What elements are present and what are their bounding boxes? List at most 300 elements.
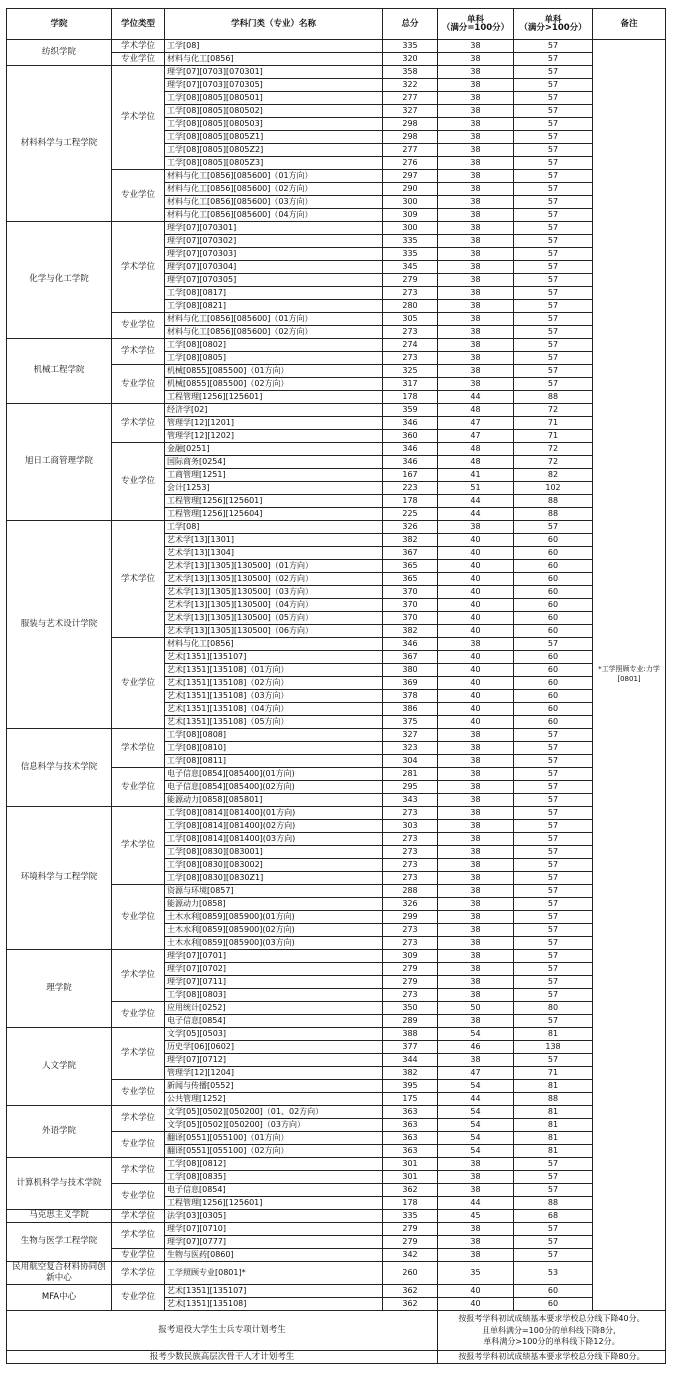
table-row — [7, 1106, 666, 1119]
degree-type: 专业学位 — [112, 443, 165, 521]
single-score-over-100: 57 — [514, 794, 593, 807]
total-score: 290 — [383, 183, 438, 196]
single-score-100: 35 — [438, 1262, 514, 1285]
major-name: 工学[08][0802] — [165, 339, 383, 352]
table-row — [7, 1223, 666, 1236]
single-score-over-100: 60 — [514, 1285, 593, 1298]
single-score-100: 38 — [438, 1054, 514, 1067]
table-row — [7, 1210, 666, 1223]
single-score-over-100: 57 — [514, 742, 593, 755]
major-name: 能源动力[0858][085801] — [165, 794, 383, 807]
total-score: 298 — [383, 118, 438, 131]
degree-type: 学术学位 — [112, 40, 165, 53]
major-name: 理学[07][070302] — [165, 235, 383, 248]
single-score-100: 38 — [438, 92, 514, 105]
major-name: 电子信息[0854] — [165, 1015, 383, 1028]
single-score-over-100: 57 — [514, 833, 593, 846]
total-score: 277 — [383, 92, 438, 105]
total-score: 273 — [383, 846, 438, 859]
footer-category: 报考少数民族高层次骨干人才计划考生 — [7, 1351, 438, 1364]
major-name: 理学[07][0702] — [165, 963, 383, 976]
single-score-over-100: 57 — [514, 859, 593, 872]
major-name: 文学[05][0503] — [165, 1028, 383, 1041]
single-score-over-100: 57 — [514, 352, 593, 365]
single-score-over-100: 88 — [514, 391, 593, 404]
single-score-over-100: 60 — [514, 1298, 593, 1311]
table-row — [7, 521, 666, 534]
total-score: 367 — [383, 651, 438, 664]
single-score-100: 54 — [438, 1145, 514, 1158]
degree-type: 学术学位 — [112, 1210, 165, 1223]
degree-type: 专业学位 — [112, 1002, 165, 1028]
single-score-over-100: 60 — [514, 716, 593, 729]
total-score: 382 — [383, 534, 438, 547]
total-score: 273 — [383, 352, 438, 365]
degree-type: 专业学位 — [112, 53, 165, 66]
single-score-over-100: 60 — [514, 651, 593, 664]
total-score: 303 — [383, 820, 438, 833]
major-name: 理学[07][070304] — [165, 261, 383, 274]
table-row — [7, 807, 666, 820]
major-name: 工学[08][0810] — [165, 742, 383, 755]
single-score-over-100: 71 — [514, 417, 593, 430]
total-score: 289 — [383, 1015, 438, 1028]
total-score: 280 — [383, 300, 438, 313]
single-score-over-100: 57 — [514, 53, 593, 66]
major-name: 理学[07][070305] — [165, 274, 383, 287]
major-name: 机械[0855][085500]（01方向） — [165, 365, 383, 378]
total-score: 167 — [383, 469, 438, 482]
total-score: 382 — [383, 1067, 438, 1080]
major-name: 工学[08][0805][080501] — [165, 92, 383, 105]
total-score: 363 — [383, 1106, 438, 1119]
major-name: 材料与化工[0856] — [165, 638, 383, 651]
single-score-100: 44 — [438, 1197, 514, 1210]
single-score-100: 38 — [438, 209, 514, 222]
major-name: 艺术学[13][1305][130500]（06方向） — [165, 625, 383, 638]
footer-row — [7, 1351, 666, 1364]
major-name: 材料与化工[0856][085600]（01方向） — [165, 170, 383, 183]
single-score-100: 38 — [438, 1015, 514, 1028]
degree-type: 学术学位 — [112, 807, 165, 885]
single-score-100: 40 — [438, 586, 514, 599]
single-score-100: 41 — [438, 469, 514, 482]
total-score: 273 — [383, 833, 438, 846]
single-score-over-100: 80 — [514, 1002, 593, 1015]
single-score-100: 40 — [438, 716, 514, 729]
single-score-over-100: 71 — [514, 430, 593, 443]
major-name: 土木水利[0859][085900](02方向) — [165, 924, 383, 937]
single-score-100: 40 — [438, 625, 514, 638]
single-score-over-100: 60 — [514, 703, 593, 716]
single-score-over-100: 72 — [514, 456, 593, 469]
single-score-100: 50 — [438, 1002, 514, 1015]
single-score-over-100: 60 — [514, 677, 593, 690]
single-score-100: 38 — [438, 105, 514, 118]
degree-type: 专业学位 — [112, 365, 165, 404]
single-score-100: 40 — [438, 1298, 514, 1311]
total-score: 297 — [383, 170, 438, 183]
single-score-100: 38 — [438, 768, 514, 781]
major-name: 理学[07][0710] — [165, 1223, 383, 1236]
single-score-over-100: 57 — [514, 131, 593, 144]
degree-type: 学术学位 — [112, 729, 165, 768]
single-score-100: 38 — [438, 859, 514, 872]
total-score: 378 — [383, 690, 438, 703]
school-name: MFA中心 — [7, 1285, 112, 1311]
single-score-over-100: 57 — [514, 222, 593, 235]
single-score-over-100: 57 — [514, 79, 593, 92]
degree-type: 专业学位 — [112, 638, 165, 729]
major-name: 工学[08][0811] — [165, 755, 383, 768]
single-score-100: 38 — [438, 157, 514, 170]
major-name: 艺术学[13][1305][130500]（03方向） — [165, 586, 383, 599]
total-score: 363 — [383, 1132, 438, 1145]
major-name: 金融[0251] — [165, 443, 383, 456]
single-score-over-100: 57 — [514, 1223, 593, 1236]
major-name: 工学[08][0805][080503] — [165, 118, 383, 131]
single-score-100: 38 — [438, 300, 514, 313]
total-score: 363 — [383, 1145, 438, 1158]
single-score-over-100: 57 — [514, 963, 593, 976]
remark-note: *工学照顾专业:力学[0801] — [593, 40, 666, 1311]
major-name: 土木水利[0859][085900](01方向) — [165, 911, 383, 924]
total-score: 358 — [383, 66, 438, 79]
total-score: 273 — [383, 859, 438, 872]
single-score-100: 38 — [438, 352, 514, 365]
single-score-over-100: 57 — [514, 924, 593, 937]
total-score: 309 — [383, 209, 438, 222]
major-name: 会计[1253] — [165, 482, 383, 495]
major-name: 工商管理[1251] — [165, 469, 383, 482]
total-score: 360 — [383, 430, 438, 443]
total-score: 326 — [383, 521, 438, 534]
single-score-over-100: 57 — [514, 40, 593, 53]
degree-type: 学术学位 — [112, 1158, 165, 1184]
single-score-100: 40 — [438, 703, 514, 716]
table-row — [7, 729, 666, 742]
total-score: 301 — [383, 1171, 438, 1184]
total-score: 301 — [383, 1158, 438, 1171]
total-score: 367 — [383, 547, 438, 560]
degree-type: 专业学位 — [112, 1132, 165, 1158]
school-name: 纺织学院 — [7, 40, 112, 66]
major-name: 工学[08] — [165, 521, 383, 534]
footer-rule: 按报考学科初试成绩基本要求学校总分线下降40分。 且单科满分=100分的单科线下降8分， 单科满分>100分的单科线下降12分。 — [438, 1311, 666, 1351]
single-score-100: 54 — [438, 1132, 514, 1145]
single-score-100: 38 — [438, 274, 514, 287]
major-name: 艺术[1351][135107] — [165, 651, 383, 664]
total-score: 299 — [383, 911, 438, 924]
single-score-over-100: 57 — [514, 937, 593, 950]
total-score: 273 — [383, 924, 438, 937]
total-score: 279 — [383, 274, 438, 287]
major-name: 工学[08][0835] — [165, 1171, 383, 1184]
single-score-over-100: 57 — [514, 183, 593, 196]
single-score-100: 38 — [438, 170, 514, 183]
single-score-100: 38 — [438, 66, 514, 79]
single-score-over-100: 81 — [514, 1028, 593, 1041]
total-score: 178 — [383, 1197, 438, 1210]
single-score-over-100: 81 — [514, 1119, 593, 1132]
header-degree-type: 学位类型 — [112, 9, 165, 40]
single-score-100: 46 — [438, 1041, 514, 1054]
single-score-100: 40 — [438, 547, 514, 560]
footer-row — [7, 1311, 666, 1351]
major-name: 工程管理[1256][125601] — [165, 391, 383, 404]
total-score: 335 — [383, 40, 438, 53]
table-row — [7, 66, 666, 79]
degree-type: 专业学位 — [112, 1080, 165, 1106]
major-name: 翻译[0551][055100]（02方向） — [165, 1145, 383, 1158]
major-name: 材料与化工[0856][085600]（02方向） — [165, 183, 383, 196]
single-score-over-100: 57 — [514, 261, 593, 274]
single-score-100: 44 — [438, 495, 514, 508]
table-row — [7, 40, 666, 53]
single-score-over-100: 57 — [514, 92, 593, 105]
single-score-over-100: 81 — [514, 1145, 593, 1158]
single-score-over-100: 53 — [514, 1262, 593, 1285]
single-score-100: 45 — [438, 1210, 514, 1223]
single-score-over-100: 60 — [514, 612, 593, 625]
single-score-over-100: 81 — [514, 1132, 593, 1145]
single-score-over-100: 60 — [514, 664, 593, 677]
major-name: 工学照顾专业[0801]* — [165, 1262, 383, 1285]
single-score-over-100: 57 — [514, 339, 593, 352]
major-name: 工程管理[1256][125601] — [165, 495, 383, 508]
single-score-over-100: 57 — [514, 274, 593, 287]
total-score: 277 — [383, 144, 438, 157]
school-name: 旭日工商管理学院 — [7, 404, 112, 521]
single-score-over-100: 57 — [514, 820, 593, 833]
total-score: 363 — [383, 1119, 438, 1132]
total-score: 346 — [383, 638, 438, 651]
total-score: 276 — [383, 157, 438, 170]
school-name: 民用航空复合材料协同创新中心 — [7, 1262, 112, 1285]
single-score-over-100: 138 — [514, 1041, 593, 1054]
single-score-over-100: 57 — [514, 157, 593, 170]
single-score-over-100: 57 — [514, 118, 593, 131]
single-score-100: 38 — [438, 144, 514, 157]
major-name: 资源与环境[0857] — [165, 885, 383, 898]
total-score: 362 — [383, 1184, 438, 1197]
total-score: 309 — [383, 950, 438, 963]
single-score-100: 40 — [438, 573, 514, 586]
total-score: 300 — [383, 196, 438, 209]
single-score-100: 54 — [438, 1119, 514, 1132]
single-score-over-100: 81 — [514, 1080, 593, 1093]
single-score-over-100: 57 — [514, 1249, 593, 1262]
major-name: 法学[03][0305] — [165, 1210, 383, 1223]
single-score-over-100: 57 — [514, 872, 593, 885]
total-score: 344 — [383, 1054, 438, 1067]
major-name: 公共管理[1252] — [165, 1093, 383, 1106]
total-score: 305 — [383, 313, 438, 326]
school-name: 计算机科学与技术学院 — [7, 1158, 112, 1210]
single-score-100: 48 — [438, 443, 514, 456]
total-score: 281 — [383, 768, 438, 781]
major-name: 工学[08][0830][0830Z1] — [165, 872, 383, 885]
table-row — [7, 222, 666, 235]
single-score-over-100: 57 — [514, 66, 593, 79]
school-name: 理学院 — [7, 950, 112, 1028]
single-score-over-100: 88 — [514, 508, 593, 521]
total-score: 178 — [383, 391, 438, 404]
major-name: 机械[0855][085500]（02方向） — [165, 378, 383, 391]
total-score: 325 — [383, 365, 438, 378]
major-name: 艺术[1351][135108]（04方向） — [165, 703, 383, 716]
major-name: 工学[08][0814][081400](03方向) — [165, 833, 383, 846]
single-score-100: 38 — [438, 118, 514, 131]
single-score-over-100: 57 — [514, 1158, 593, 1171]
single-score-100: 38 — [438, 261, 514, 274]
total-score: 279 — [383, 1223, 438, 1236]
major-name: 艺术[1351][135108]（02方向） — [165, 677, 383, 690]
single-score-over-100: 57 — [514, 755, 593, 768]
total-score: 359 — [383, 404, 438, 417]
major-name: 管理学[12][1201] — [165, 417, 383, 430]
footer-category: 报考退役大学生士兵专项计划考生 — [7, 1311, 438, 1351]
school-name: 信息科学与技术学院 — [7, 729, 112, 807]
degree-type: 学术学位 — [112, 521, 165, 638]
degree-type: 学术学位 — [112, 404, 165, 443]
single-score-100: 40 — [438, 534, 514, 547]
degree-type: 专业学位 — [112, 1184, 165, 1210]
single-score-100: 38 — [438, 287, 514, 300]
single-score-over-100: 57 — [514, 1171, 593, 1184]
single-score-over-100: 57 — [514, 326, 593, 339]
single-score-100: 40 — [438, 677, 514, 690]
total-score: 362 — [383, 1285, 438, 1298]
single-score-over-100: 57 — [514, 1054, 593, 1067]
school-name: 化学与化工学院 — [7, 222, 112, 339]
major-name: 工学[08][0821] — [165, 300, 383, 313]
single-score-100: 38 — [438, 248, 514, 261]
degree-type: 学术学位 — [112, 950, 165, 1002]
total-score: 304 — [383, 755, 438, 768]
single-score-100: 54 — [438, 1028, 514, 1041]
total-score: 362 — [383, 1298, 438, 1311]
school-name: 机械工程学院 — [7, 339, 112, 404]
total-score: 273 — [383, 807, 438, 820]
single-score-over-100: 57 — [514, 846, 593, 859]
total-score: 273 — [383, 937, 438, 950]
header-total: 总分 — [383, 9, 438, 40]
total-score: 175 — [383, 1093, 438, 1106]
single-score-over-100: 60 — [514, 534, 593, 547]
total-score: 327 — [383, 729, 438, 742]
table-row — [7, 1285, 666, 1298]
major-name: 理学[07][0712] — [165, 1054, 383, 1067]
single-score-over-100: 57 — [514, 898, 593, 911]
major-name: 工程管理[1256][125604] — [165, 508, 383, 521]
school-name: 马克思主义学院 — [7, 1210, 112, 1223]
major-name: 文学[05][0502][050200]（03方向） — [165, 1119, 383, 1132]
major-name: 理学[07][070301] — [165, 222, 383, 235]
major-name: 新闻与传播[0552] — [165, 1080, 383, 1093]
major-name: 国际商务[0254] — [165, 456, 383, 469]
single-score-over-100: 57 — [514, 313, 593, 326]
single-score-over-100: 82 — [514, 469, 593, 482]
total-score: 342 — [383, 1249, 438, 1262]
single-score-100: 38 — [438, 521, 514, 534]
major-name: 理学[07][0703][070301] — [165, 66, 383, 79]
single-score-100: 40 — [438, 560, 514, 573]
total-score: 320 — [383, 53, 438, 66]
major-name: 材料与化工[0856][085600]（01方向） — [165, 313, 383, 326]
degree-type: 学术学位 — [112, 339, 165, 365]
total-score: 388 — [383, 1028, 438, 1041]
single-score-100: 47 — [438, 1067, 514, 1080]
single-score-100: 38 — [438, 1184, 514, 1197]
single-score-100: 38 — [438, 339, 514, 352]
single-score-over-100: 57 — [514, 976, 593, 989]
single-score-100: 40 — [438, 612, 514, 625]
total-score: 223 — [383, 482, 438, 495]
cutoff-score-table — [6, 8, 666, 1364]
total-score: 382 — [383, 625, 438, 638]
single-score-100: 38 — [438, 53, 514, 66]
table-row — [7, 339, 666, 352]
total-score: 346 — [383, 456, 438, 469]
degree-type: 专业学位 — [112, 885, 165, 950]
major-name: 工学[08][0805][0805Z3] — [165, 157, 383, 170]
single-score-over-100: 57 — [514, 209, 593, 222]
single-score-100: 38 — [438, 820, 514, 833]
degree-type: 学术学位 — [112, 1106, 165, 1132]
major-name: 材料与化工[0856] — [165, 53, 383, 66]
single-score-over-100: 57 — [514, 729, 593, 742]
single-score-100: 38 — [438, 963, 514, 976]
school-name: 人文学院 — [7, 1028, 112, 1106]
total-score: 178 — [383, 495, 438, 508]
major-name: 艺术学[13][1305][130500]（01方向） — [165, 560, 383, 573]
total-score: 350 — [383, 1002, 438, 1015]
major-name: 理学[07][0703][070305] — [165, 79, 383, 92]
total-score: 326 — [383, 898, 438, 911]
total-score: 365 — [383, 573, 438, 586]
single-score-over-100: 57 — [514, 950, 593, 963]
single-score-100: 38 — [438, 1171, 514, 1184]
single-score-100: 38 — [438, 807, 514, 820]
single-score-100: 44 — [438, 1093, 514, 1106]
single-score-100: 38 — [438, 326, 514, 339]
major-name: 材料与化工[0856][085600]（04方向） — [165, 209, 383, 222]
single-score-100: 38 — [438, 1249, 514, 1262]
major-name: 生物与医药[0860] — [165, 1249, 383, 1262]
single-score-over-100: 60 — [514, 547, 593, 560]
footer-rule: 按报考学科初试成绩基本要求学校总分线下降80分。 — [438, 1351, 666, 1364]
single-score-over-100: 57 — [514, 170, 593, 183]
single-score-100: 38 — [438, 378, 514, 391]
single-score-over-100: 57 — [514, 1015, 593, 1028]
single-score-over-100: 60 — [514, 625, 593, 638]
major-name: 理学[07][0701] — [165, 950, 383, 963]
single-score-100: 38 — [438, 729, 514, 742]
single-score-100: 40 — [438, 664, 514, 677]
school-name: 生物与医学工程学院 — [7, 1223, 112, 1262]
single-score-over-100: 57 — [514, 885, 593, 898]
major-name: 材料与化工[0856][085600]（02方向） — [165, 326, 383, 339]
single-score-100: 38 — [438, 911, 514, 924]
single-score-100: 38 — [438, 183, 514, 196]
total-score: 317 — [383, 378, 438, 391]
major-name: 工学[08][0805][0805Z1] — [165, 131, 383, 144]
single-score-100: 38 — [438, 1223, 514, 1236]
major-name: 电子信息[0854][085400](01方向) — [165, 768, 383, 781]
table-row — [7, 1262, 666, 1285]
table-row — [7, 950, 666, 963]
